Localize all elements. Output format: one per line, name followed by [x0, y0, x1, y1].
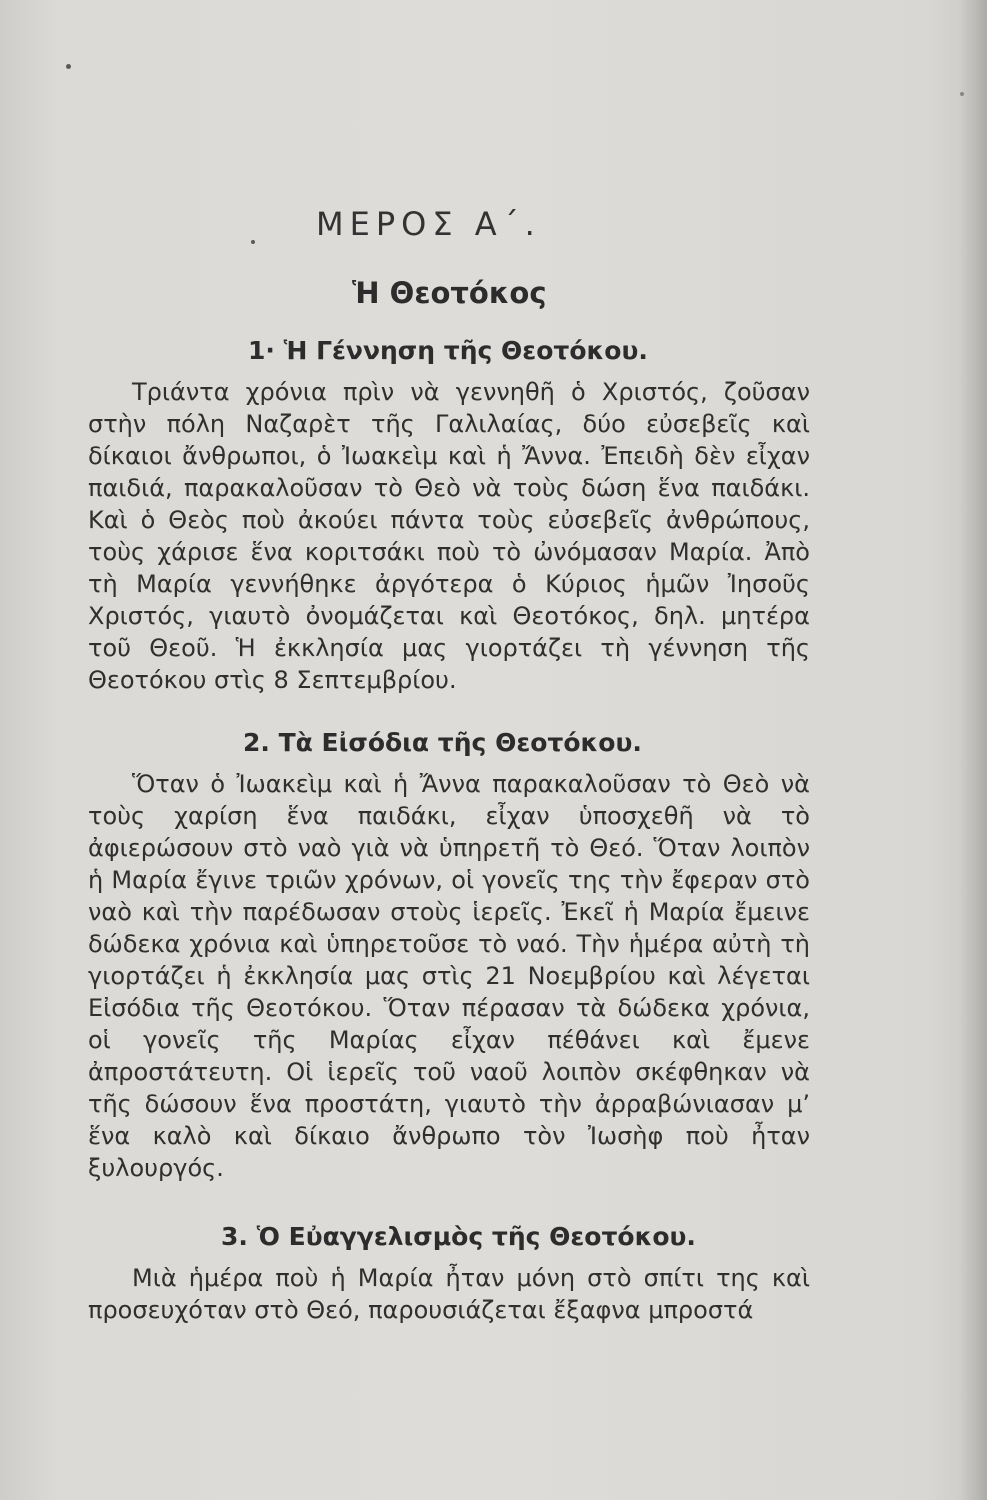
page-edge-shadow: [959, 0, 987, 1500]
section-paragraph: Ὅταν ὁ Ἰωακεὶμ καὶ ἡ Ἄννα παρακαλοῦσαν τὸ Θεὸ νὰ τοὺς χαρίση ἕνα παιδάκι, εἶχαν ὑποσχεθῆ νὰ τὸ ἀφιερώσουν στὸ ναὸ γιὰ νὰ ὑπηρετῆ τὸ Θεό. Ὅταν λοιπὸν ἡ Μαρία ἔγινε τριῶν χρόνων, οἱ γονεῖς της τὴν ἔφεραν στὸ ναὸ καὶ τὴν παρέδωσαν στοὺς ἱερεῖς. Ἐκεῖ ἡ Μαρία ἔμεινε δώδεκα χρόνια καὶ ὑπηρετοῦσε τὸ ναό. Τὴν ἡμέρα αὐτὴ τὴ γιορτάζει ἡ ἐκκλησία μας στὶς 21 Νοεμβρίου καὶ λέγεται Εἰσόδια τῆς Θεοτόκου. Ὅταν πέρασαν τὰ δώδεκα χρόνια, οἱ γονεῖς τῆς Μαρίας εἶχαν πέθάνει καὶ ἔμενε ἀπροστάτευτη. Οἱ ἱερεῖς τοῦ ναοῦ λοιπὸν σκέφθηκαν νὰ τῆς δώσουν ἕνα προστάτη, γιαυτὸ τὴν ἀρραβώνιασαν μ’ ἕνα καλὸ καὶ δίκαιο ἄνθρωπο τὸν Ἰωσὴφ ποὺ ἦταν ξυλουργός.: [88, 770, 810, 1182]
book-title: Ἡ Θεοτόκος: [352, 276, 547, 310]
section-paragraph: Μιὰ ἡμέρα ποὺ ἡ Μαρία ἦταν μόνη στὸ σπίτι της καὶ προσευχόταν στὸ Θεό, παρουσιάζεται ἔξαφνα μπροστά: [88, 1264, 810, 1324]
section-title: 1· Ἡ Γέννηση τῆς Θεοτόκου.: [248, 336, 648, 365]
ink-speck: [251, 240, 255, 244]
ink-speck: [66, 64, 71, 69]
section-title: 2. Τὰ Εἰσόδια τῆς Θεοτόκου.: [243, 728, 642, 757]
part-title: ΜΕΡΟΣ Α΄.: [316, 205, 541, 243]
section-paragraph: Τριάντα χρόνια πρὶν νὰ γεννηθῆ ὁ Χριστός, ζοῦσαν στὴν πόλη Ναζαρὲτ τῆς Γαλιλαίας, δύο εὐσεβεῖς καὶ δίκαιοι ἄνθρωποι, ὁ Ἰωακεὶμ καὶ ἡ Ἄννα. Ἐπειδὴ δὲν εἶχαν παιδιά, παρακαλοῦσαν τὸ Θεὸ νὰ τοὺς δώση ἕνα παιδάκι. Καὶ ὁ Θεὸς ποὺ ἀκούει πάντα τοὺς εὐσεβεῖς ἀνθρώπους, τοὺς χάρισε ἕνα κοριτσάκι ποὺ τὸ ὠνόμασαν Μαρία. Ἀπὸ τὴ Μαρία γεννήθηκε ἀργότερα ὁ Κύριος ἡμῶν Ἰησοῦς Χριστός, γιαυτὸ ὀνομάζεται καὶ Θεοτόκος, δηλ. μητέρα τοῦ Θεοῦ. Ἡ ἐκκλησία μας γιορτάζει τὴ γέννηση τῆς Θεοτόκου στὶς 8 Σεπτεμβρίου.: [88, 378, 810, 694]
section-title: 3. Ὁ Εὐαγγελισμὸς τῆς Θεοτόκου.: [221, 1222, 696, 1251]
ink-speck: [960, 92, 964, 96]
